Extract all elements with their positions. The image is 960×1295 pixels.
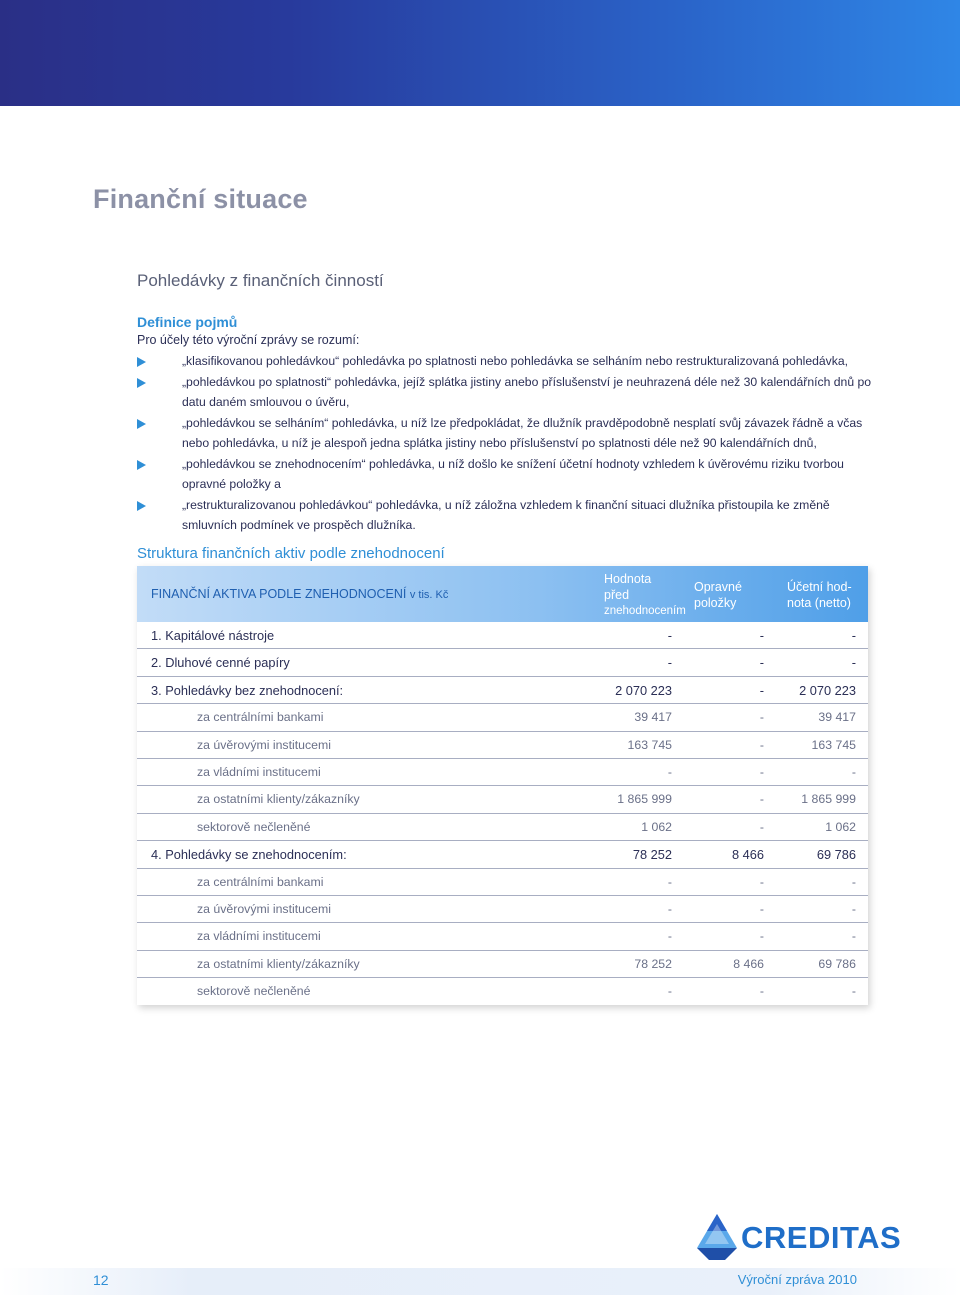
table-row: [137, 923, 868, 950]
cell-net-value: 69 786: [818, 956, 856, 971]
cell-gross-value: 39 417: [634, 710, 672, 725]
cell-allowance-value: -: [759, 874, 764, 889]
header-main-label: FINANČNÍ AKTIVA PODLE ZNEHODNOCENÍ: [151, 587, 407, 601]
cell-gross-value: -: [667, 764, 672, 779]
cell-net-value: 69 786: [816, 847, 856, 863]
header-col-net: Účetní hod-nota (netto): [787, 580, 852, 610]
header-col-allowances: Opravné položky: [694, 580, 742, 610]
table-row: [137, 732, 868, 759]
cell-allowance-value: -: [759, 737, 764, 752]
cell-allowance-value: -: [759, 628, 764, 643]
cell-allowance-value: 8 466: [733, 956, 764, 971]
row-label: sektorově nečleněné: [197, 819, 311, 834]
cell-allowance-value: -: [759, 929, 764, 944]
cell-allowance-value: 8 466: [731, 847, 764, 863]
table-row: [137, 759, 868, 786]
table-row: [137, 622, 868, 649]
row-label: za vládními institucemi: [197, 929, 321, 944]
logo-text: CREDITAS: [741, 1220, 902, 1255]
cell-net-value: 39 417: [818, 710, 856, 725]
definition-text: „klasifikovanou pohledávkou“ pohledávka po splatnosti nebo pohledávka se selháním nebo restrukturalizovaná pohledávka,: [182, 354, 849, 368]
bullet-arrow-icon: [137, 378, 146, 388]
cell-gross-value: 78 252: [632, 847, 672, 863]
section-title: Pohledávky z finančních činností: [137, 271, 384, 290]
bullet-arrow-icon: [137, 501, 146, 511]
header-band: [0, 0, 960, 106]
cell-allowance-value: -: [759, 792, 764, 807]
header-col-gross-line1: Hodnota: [604, 572, 652, 586]
table-row: [137, 896, 868, 923]
row-label: 3. Pohledávky bez znehodnocení:: [151, 682, 344, 698]
definitions-list: [137, 351, 877, 536]
list-item: [137, 372, 877, 413]
definition-text: „pohledávkou se selháním“ pohledávka, u níž lze předpokládat, že dlužník pravděpodobně nesplatí svůj závazek řádně a včas nebo pohledávka, u níž je alespoň jedna splátka jistiny nebo příslušenství po splatnosti déle než 90 kalendářních dnů,: [182, 415, 863, 450]
table-row: [137, 814, 868, 841]
row-label: za vládními institucemi: [197, 764, 321, 779]
row-label: za centrálními bankami: [197, 874, 324, 889]
list-item: [137, 495, 877, 536]
table-row: [137, 704, 868, 731]
table-row: [137, 649, 868, 676]
cell-allowance-value: -: [759, 984, 764, 999]
cell-net-value: -: [851, 901, 856, 916]
cell-allowance-value: -: [759, 901, 764, 916]
header-col-gross-line3: znehodnocením: [604, 605, 686, 617]
bullet-arrow-icon: [137, 419, 146, 429]
table-row: [137, 841, 868, 868]
cell-gross-value: -: [667, 628, 672, 643]
footer-title: Výroční zpráva 2010: [737, 1272, 857, 1287]
page-number: 12: [93, 1272, 109, 1288]
bullet-arrow-icon: [137, 357, 146, 367]
cell-net-value: -: [851, 764, 856, 779]
cell-allowance-value: -: [759, 682, 764, 698]
cell-gross-value: 163 745: [627, 737, 672, 752]
cell-gross-value: -: [667, 655, 672, 671]
row-label: za centrálními bankami: [197, 710, 324, 725]
header-main-unit: v tis. Kč: [409, 589, 449, 601]
cell-allowance-value: -: [759, 764, 764, 779]
definition-text: „pohledávkou se znehodnocením“ pohledávka, u níž došlo ke snížení účetní hodnoty vzhledem k úvěrovému riziku tvorbou opravné položky a: [182, 456, 844, 491]
page-title: Finanční situace: [93, 184, 308, 214]
table-row: [137, 786, 868, 813]
cell-net-value: 1 865 999: [801, 792, 856, 807]
cell-net-value: 163 745: [811, 737, 856, 752]
definitions-intro: Pro účely této výroční zprávy se rozumí:: [137, 333, 360, 347]
list-item: [137, 454, 877, 495]
cell-gross-value: 78 252: [634, 956, 672, 971]
row-label: za ostatními klienty/zákazníky: [197, 792, 360, 807]
cell-gross-value: -: [667, 929, 672, 944]
structure-title: Struktura finančních aktiv podle znehodnocení: [137, 545, 445, 562]
cell-gross-value: 1 062: [641, 819, 672, 834]
table-row: [137, 677, 868, 704]
definition-text: „pohledávkou po splatnosti“ pohledávka, jejíž splátka jistiny anebo příslušenství je neuhrazená déle než 30 kalendářních dnů po datu daném smlouvou o úvěru,: [182, 374, 872, 409]
cell-net-value: 2 070 223: [799, 682, 856, 698]
row-label: za úvěrovými institucemi: [197, 737, 331, 752]
creditas-logo-icon: [697, 1214, 737, 1260]
header-col-gross: [604, 571, 684, 619]
cell-allowance-value: -: [759, 710, 764, 725]
row-label: sektorově nečleněné: [197, 984, 311, 999]
header-main: [151, 586, 448, 603]
cell-net-value: -: [851, 874, 856, 889]
list-item: [137, 413, 877, 454]
table-body: [137, 622, 868, 1005]
header-col-gross-line2: před: [604, 588, 630, 602]
row-label: za úvěrovými institucemi: [197, 901, 331, 916]
cell-net-value: 1 062: [825, 819, 856, 834]
definitions-heading: Definice pojmů: [137, 314, 238, 330]
cell-gross-value: -: [667, 874, 672, 889]
cell-net-value: -: [851, 929, 856, 944]
assets-table: [137, 566, 868, 1005]
list-item: [137, 351, 877, 372]
row-label: 4. Pohledávky se znehodnocením:: [151, 847, 347, 863]
cell-gross-value: -: [667, 984, 672, 999]
row-label: 2. Dluhové cenné papíry: [151, 655, 290, 671]
row-label: 1. Kapitálové nástroje: [151, 628, 275, 643]
cell-allowance-value: -: [759, 655, 764, 671]
table-row: [137, 978, 868, 1005]
cell-allowance-value: -: [759, 819, 764, 834]
table-header: [137, 566, 868, 622]
bullet-arrow-icon: [137, 460, 146, 470]
cell-gross-value: -: [667, 901, 672, 916]
cell-net-value: -: [851, 655, 856, 671]
cell-net-value: -: [851, 628, 856, 643]
cell-gross-value: 2 070 223: [615, 682, 672, 698]
definition-text: „restrukturalizovanou pohledávkou“ pohledávka, u níž záložna vzhledem k finanční situaci dlužníka přistoupila ke změně smluvních podmínek ve prospěch dlužníka.: [182, 497, 830, 532]
cell-gross-value: 1 865 999: [617, 792, 672, 807]
table-row: [137, 869, 868, 896]
cell-net-value: -: [851, 984, 856, 999]
row-label: za ostatními klienty/zákazníky: [197, 956, 360, 971]
table-row: [137, 951, 868, 978]
